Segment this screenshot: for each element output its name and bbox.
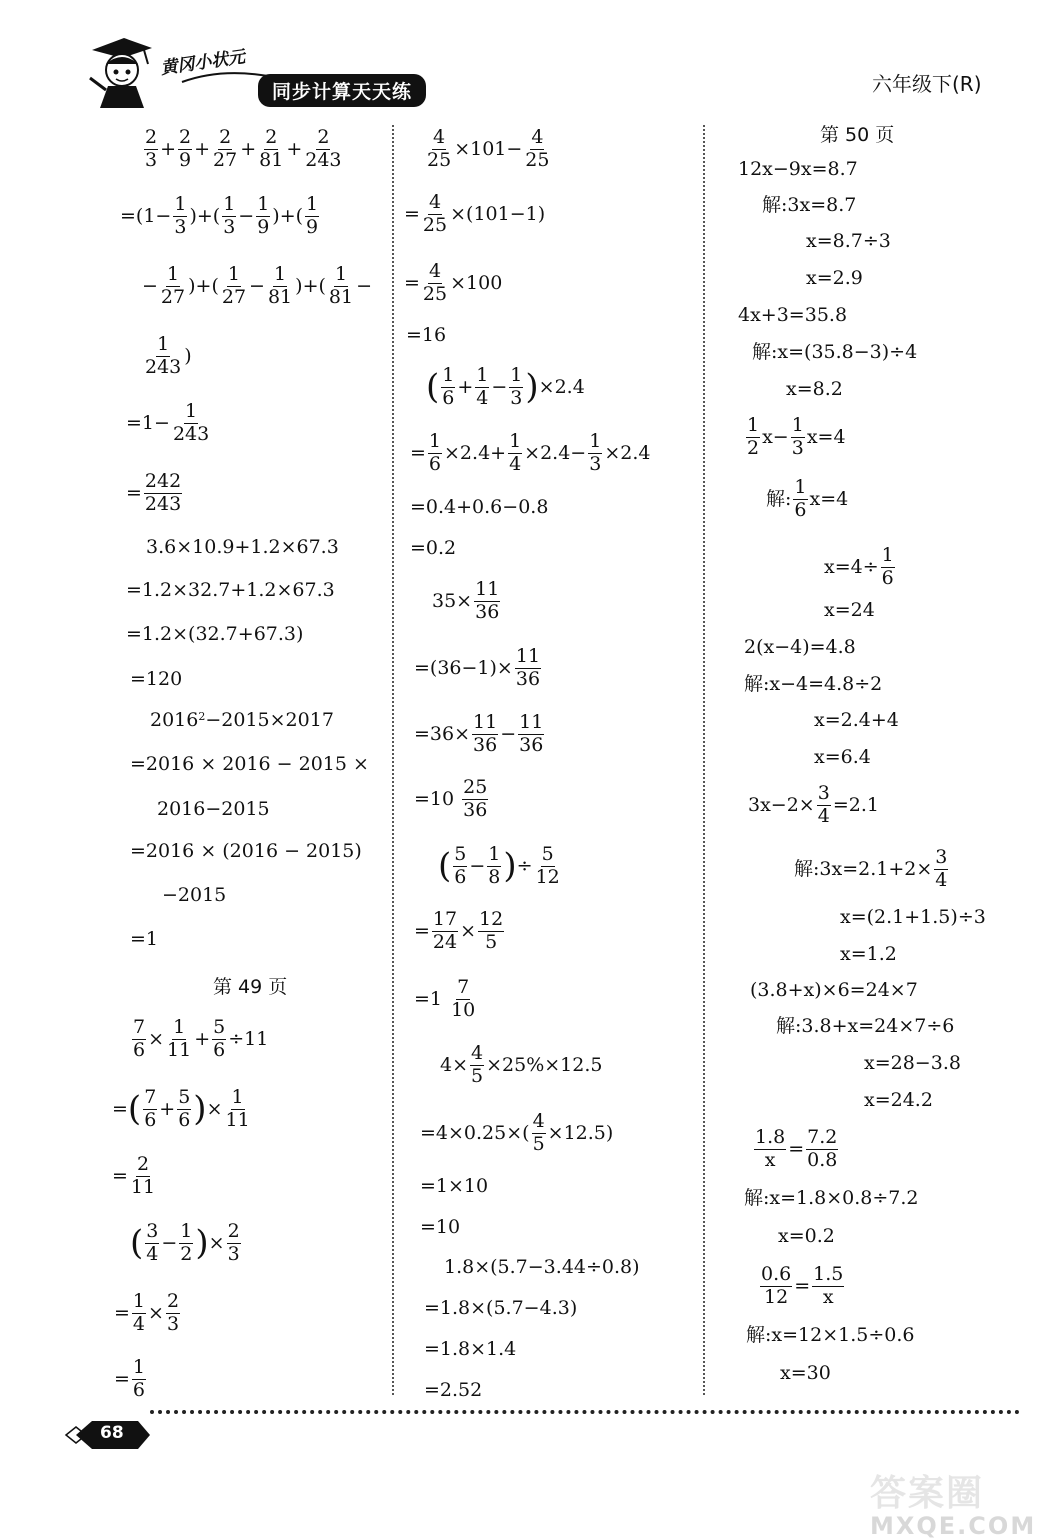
watermark-line1: 答案圈 (870, 1473, 985, 1514)
watermark-line2: MXQE.COM (870, 1512, 1037, 1540)
math-line: $\frac{0.6}{12}$ = $\frac{1.5}{x}$ (761, 1263, 844, 1308)
expr-part: ×100 (450, 271, 503, 294)
math-line: $\frac{7}{6}$ × $\frac{1}{11}$ + $\frac{5}{6}$ ÷11 (133, 1016, 269, 1061)
math-line: x=30 (780, 1362, 831, 1384)
math-line: x=2.4+4 (814, 709, 899, 731)
math-line: $\frac{4}{25}$ ×101− $\frac{4}{25}$ (427, 126, 550, 171)
math-line (150, 711, 334, 730)
page-header (0, 0, 1055, 110)
expr-part: 4× (440, 1053, 469, 1076)
math-line: =1.8×1.4 (424, 1338, 517, 1360)
expr-part: =10 (414, 787, 455, 810)
math-line: =1.8×(5.7−4.3) (424, 1297, 578, 1319)
math-line: =1− $\frac{1}{243}$ (126, 400, 210, 445)
expr-part: ×2.4 (538, 375, 585, 398)
math-line: 35× $\frac{11}{36}$ (432, 578, 500, 623)
math-line: =1 (130, 928, 159, 950)
mascot-scholar-icon (82, 28, 162, 108)
math-line: (3.8+x)×6=24×7 (750, 979, 918, 1001)
math-line: − $\frac{1}{27}$ )+( $\frac{1}{27}$ − $\frac{1}{81}$ )+( $\frac{1}{81}$ − (142, 263, 373, 308)
column-divider (392, 125, 394, 1395)
series-title: 同步计算天天练 (258, 74, 426, 107)
math-line: = ( $\frac{7}{6}$ + $\frac{5}{6}$ ) × $\frac{1}{11}$ (112, 1086, 250, 1131)
page-heading: 第 50 页 (820, 124, 895, 146)
expr-part: ×25%×12.5 (486, 1053, 603, 1076)
math-line: x=24.2 (864, 1089, 933, 1111)
math-line: =10 $\frac{25}{36}$ (414, 776, 488, 821)
math-line: =4×0.25×( $\frac{4}{5}$ ×12.5) (420, 1110, 614, 1155)
math-line: 2016−2015 (157, 798, 270, 820)
math-line: 解:x=(35.8−3)÷4 (752, 341, 918, 363)
math-line: =36× $\frac{11}{36}$ − $\frac{11}{36}$ (414, 711, 544, 756)
math-line: = $\frac{1}{6}$ ×2.4+ $\frac{1}{4}$ ×2.4− $\frac{1}{3}$ ×2.4 (410, 430, 651, 475)
math-line: $\frac{1}{243}$ ) (145, 333, 192, 378)
math-line: 4x+3=35.8 (738, 304, 848, 326)
math-line: =120 (130, 668, 183, 690)
grade-label: 六年级下(R) (872, 72, 982, 96)
expr-part: 35× (432, 589, 473, 612)
math-line: 解:3x=2.1+2× $\frac{3}{4}$ (794, 846, 948, 891)
math-line: =0.2 (410, 537, 457, 559)
watermark (870, 1465, 1037, 1540)
math-line: $\frac{2}{3}$ + $\frac{2}{9}$ + $\frac{2}{27}$ + $\frac{2}{81}$ + $\frac{2}{243}$ (145, 126, 342, 171)
math-line: = $\frac{17}{24}$ × $\frac{12}{5}$ (414, 908, 504, 953)
math-line: =2.52 (424, 1379, 483, 1401)
math-line: 解:x=1.8×0.8÷7.2 (744, 1187, 919, 1209)
expr-part: =(36−1)× (414, 656, 513, 679)
math-line: =1.2×32.7+1.2×67.3 (126, 579, 335, 601)
math-line: 12x−9x=8.7 (738, 158, 858, 180)
page-number: 68 (100, 1423, 124, 1443)
math-line: x=(2.1+1.5)÷3 (840, 906, 986, 928)
math-line: =1 $\frac{7}{10}$ (414, 976, 476, 1021)
math-line: x=28−3.8 (864, 1052, 961, 1074)
math-line: =0.4+0.6−0.8 (410, 496, 549, 518)
math-line: =2016 × (2016 − 2015) (130, 840, 362, 862)
expr-part: ×101− (454, 137, 523, 160)
math-line: =10 (420, 1216, 461, 1238)
math-line: =(36−1)× $\frac{11}{36}$ (414, 645, 541, 690)
math-line: x=24 (824, 599, 875, 621)
expr-part: =36× (414, 722, 471, 745)
expr-part: ×(101−1) (450, 202, 546, 225)
math-line: = $\frac{1}{6}$ (114, 1356, 146, 1401)
math-line: = $\frac{4}{25}$ ×(101−1) (404, 191, 546, 236)
math-line: 解:3.8+x=24×7÷6 (776, 1015, 955, 1037)
math-line: = $\frac{4}{25}$ ×100 (404, 260, 503, 305)
math-line: 解:3x=8.7 (762, 194, 857, 216)
math-line: =1×10 (420, 1175, 489, 1197)
math-line: =16 (406, 324, 447, 346)
math-line: x=2.9 (806, 267, 863, 289)
math-line: = $\frac{2}{11}$ (112, 1153, 156, 1198)
math-line: 2(x−4)=4.8 (744, 636, 856, 658)
math-line: 3.6×10.9+1.2×67.3 (146, 536, 339, 558)
math-line: =(1− $\frac{1}{3}$ )+( $\frac{1}{3}$ − $\frac{1}{9}$ )+( $\frac{1}{9}$ (120, 193, 319, 238)
column-divider (703, 125, 705, 1395)
rest: −2015×2017 (205, 709, 334, 731)
math-line: 3x−2× $\frac{3}{4}$ =2.1 (748, 782, 879, 827)
page-heading: 第 49 页 (213, 976, 288, 998)
brand-logo-text: 黄冈小状元 (159, 47, 247, 79)
math-line: ( $\frac{5}{6}$ − $\frac{1}{8}$ ) ÷ $\frac{5}{12}$ (438, 843, 560, 888)
swoosh-icon (180, 70, 270, 84)
math-line: 4× $\frac{4}{5}$ ×25%×12.5 (440, 1042, 603, 1087)
math-line: −2015 (162, 884, 227, 906)
math-line: = $\frac{242}{243}$ (126, 470, 182, 515)
math-line: =2016 × 2016 − 2015 × (130, 753, 369, 775)
math-line: x=4÷ $\frac{1}{6}$ (824, 544, 894, 589)
math-line: $\frac{1.8}{x}$ = $\frac{7.2}{0.8}$ (755, 1126, 838, 1171)
page-number-badge (62, 1418, 152, 1456)
math-line: x=0.2 (778, 1225, 835, 1247)
math-line: =1.2×(32.7+67.3) (126, 623, 304, 645)
math-line: x=1.2 (840, 943, 897, 965)
base: 2016 (150, 709, 199, 731)
expr-part: =4×0.25×( (420, 1121, 530, 1144)
math-line: x=6.4 (814, 746, 871, 768)
math-line: 解:x−4=4.8÷2 (744, 673, 883, 695)
math-line: ( $\frac{1}{6}$ + $\frac{1}{4}$ − $\frac{1}{3}$ ) ×2.4 (426, 364, 585, 409)
footer-dotted-line (150, 1410, 1020, 1414)
math-line: 解: $\frac{1}{6}$ x=4 (766, 476, 849, 521)
math-line: $\frac{1}{2}$ x− $\frac{1}{3}$ x=4 (747, 414, 846, 459)
math-line: 解:x=12×1.5÷0.6 (746, 1324, 915, 1346)
exponent: 2 (198, 710, 206, 723)
math-line: x=8.2 (786, 378, 843, 400)
expr-part: ×12.5) (547, 1121, 614, 1144)
math-line: = $\frac{1}{4}$ × $\frac{2}{3}$ (114, 1290, 180, 1335)
math-line: ( $\frac{3}{4}$ − $\frac{1}{2}$ ) × $\frac{2}{3}$ (130, 1220, 240, 1265)
math-line: x=8.7÷3 (806, 230, 891, 252)
math-line: 1.8×(5.7−3.44÷0.8) (444, 1256, 640, 1278)
